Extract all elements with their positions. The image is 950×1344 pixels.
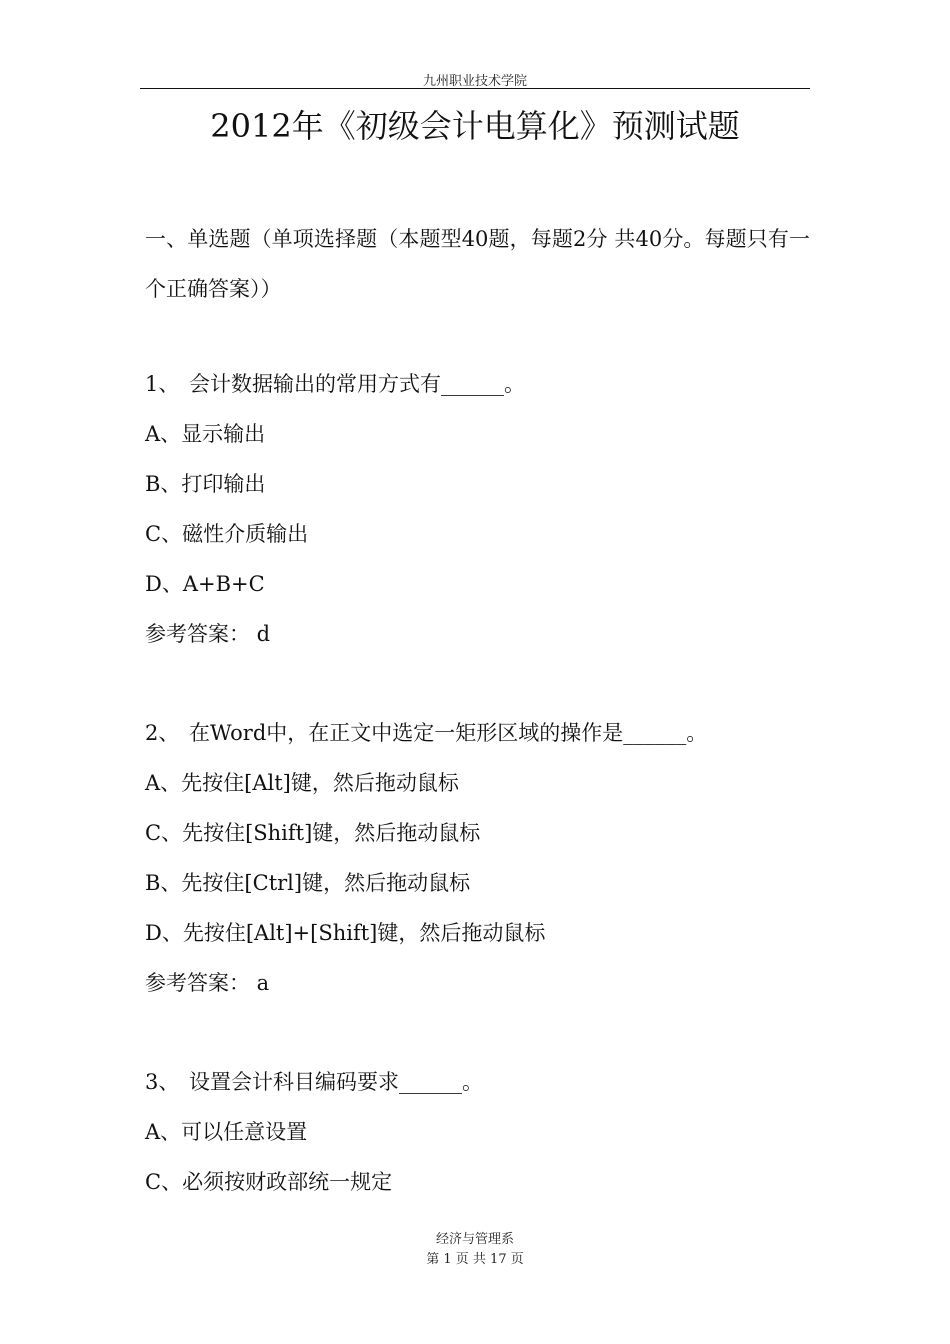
- question-number: 1、: [145, 372, 180, 396]
- question-text: 设置会计科目编码要求______。: [189, 1070, 483, 1094]
- option-d: D、A+B+C: [145, 572, 265, 596]
- question-stem: [145, 369, 525, 399]
- question-number: 2、: [145, 721, 180, 745]
- option-b: B、先按住[Ctrl]键，然后拖动鼠标: [145, 871, 471, 895]
- option-b: B、打印输出: [145, 472, 266, 496]
- option-d: D、先按住[Alt]+[Shift]键，然后拖动鼠标: [145, 921, 546, 945]
- question-text: 会计数据输出的常用方式有______。: [189, 372, 525, 396]
- option-c: C、先按住[Shift]键，然后拖动鼠标: [145, 821, 481, 845]
- footer-page-number: 第 1 页 共 17 页: [426, 1252, 524, 1267]
- question-stem: [145, 1067, 483, 1097]
- header-divider: [140, 88, 810, 89]
- reference-answer: 参考答案： a: [145, 971, 270, 995]
- option-c: C、磁性介质输出: [145, 522, 309, 546]
- reference-answer: 参考答案： d: [145, 622, 271, 646]
- question-stem: [145, 718, 707, 748]
- option-a: A、先按住[Alt]键，然后拖动鼠标: [145, 771, 459, 795]
- question-number: 3、: [145, 1070, 180, 1094]
- question-text: 在Word中，在正文中选定一矩形区域的操作是______。: [189, 721, 708, 745]
- footer-department: 经济与管理系: [435, 1232, 514, 1247]
- option-a: A、可以任意设置: [145, 1120, 308, 1144]
- section-heading: 一、单选题（单项选择题（本题型40题，每题2分 共40分。每题只有一个正确答案））: [145, 227, 810, 301]
- header-school-name: 九州职业技术学院: [422, 74, 527, 89]
- option-c: C、必须按财政部统一规定: [145, 1170, 393, 1194]
- document-title: 2012年《初级会计电算化》预测试题: [210, 107, 740, 145]
- option-a: A、显示输出: [145, 422, 266, 446]
